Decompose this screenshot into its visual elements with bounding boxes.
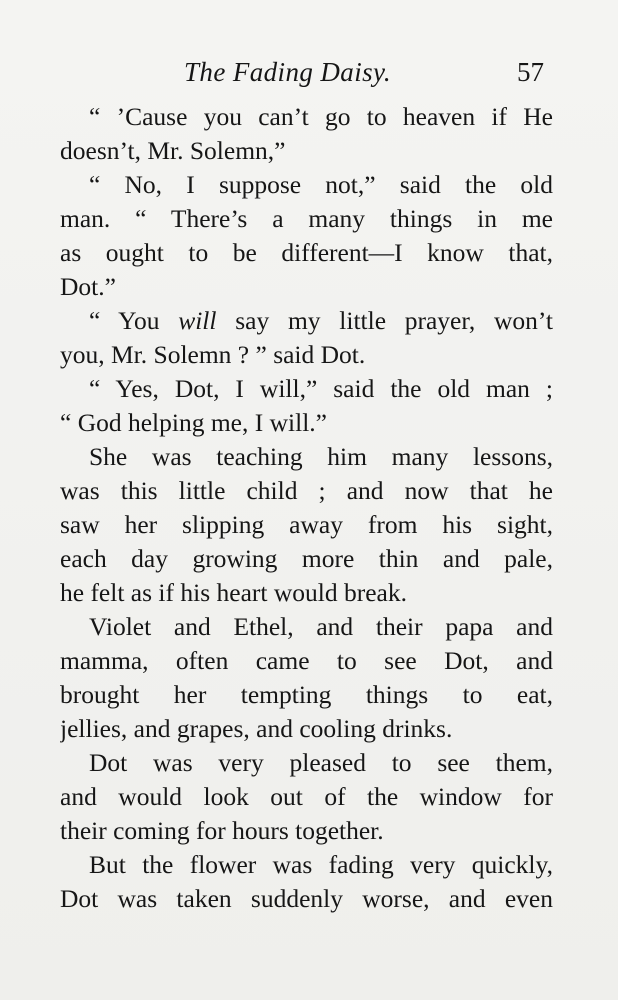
text-line: “ ’Cause you can’t go to heaven if He (89, 102, 553, 131)
text-line: Violet and Ethel, and their papa and (89, 612, 553, 641)
text-line: jellies, and grapes, and cooling drinks. (60, 714, 453, 743)
body-text (60, 100, 553, 916)
text-line: man. “ There’s a many things in me (60, 204, 553, 233)
text-line: mamma, often came to see Dot, and (60, 646, 553, 675)
text-line: brought her tempting things to eat, (60, 680, 553, 709)
text-line: he felt as if his heart would break. (60, 578, 407, 607)
text-line: each day growing more thin and pale, (60, 544, 553, 573)
emphasis-text: will (178, 306, 217, 335)
text-line: you, Mr. Solemn ? ” said Dot. (60, 340, 366, 369)
text-line: as ought to be different—I know that, (60, 238, 553, 267)
text-line: their coming for hours together. (60, 816, 384, 845)
text-line: and would look out of the window for (60, 782, 553, 811)
text-line: saw her slipping away from his sight, (60, 510, 553, 539)
text-line: “ Yes, Dot, I will,” said the old man ; (89, 374, 553, 403)
text-line: Dot was very pleased to see them, (89, 748, 553, 777)
text-line: “ God helping me, I will.” (60, 408, 327, 437)
text-line: “ No, I suppose not,” said the old (89, 170, 553, 199)
text-line: Dot was taken suddenly worse, and even (60, 884, 553, 913)
text-line: But the flower was fading very quickly, (89, 850, 553, 879)
text-line: was this little child ; and now that he (60, 476, 553, 505)
text-line: Dot.” (60, 272, 116, 301)
text-line: She was teaching him many lessons, (89, 442, 553, 471)
text-line: “ You will say my little prayer, won’t (89, 306, 553, 335)
page-header (0, 57, 618, 97)
page-number: 57 (517, 57, 544, 87)
text-line: doesn’t, Mr. Solemn,” (60, 136, 286, 165)
running-title: The Fading Daisy. (184, 57, 392, 87)
